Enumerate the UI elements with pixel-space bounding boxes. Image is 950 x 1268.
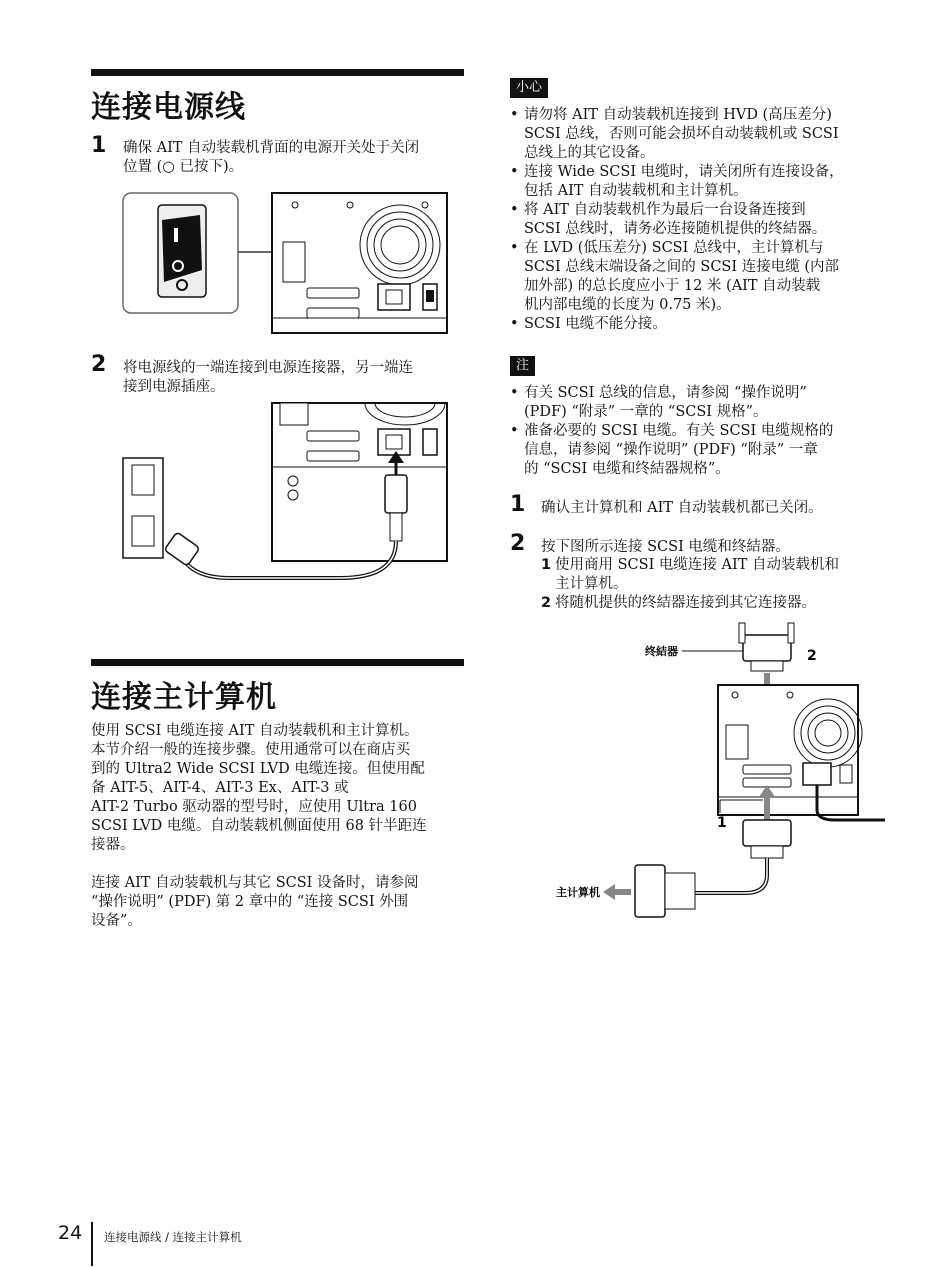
step-number: 2 bbox=[91, 352, 107, 377]
scsi-connection-diagram bbox=[545, 615, 885, 935]
list-item: • 连接 Wide SCSI 电缆时，请关闭所有连接设备， 包括 AIT 自动装载机和主计算机。 bbox=[510, 163, 890, 201]
scsi-cable-connector-icon bbox=[743, 820, 791, 858]
power-switch-diagram bbox=[120, 190, 450, 335]
section-rule-power bbox=[91, 69, 464, 76]
list-item: • 请勿将 AIT 自动装载机连接到 HVD (高压差分) SCSI 总线，否则可能会损坏自动装载机或 SCSI 总线上的其它设备。 bbox=[510, 106, 890, 163]
callout-1: 1 bbox=[717, 815, 727, 831]
substep bbox=[541, 594, 901, 613]
step-text: 确保 AIT 自动装载机背面的电源开关处于关闭 位置 (○ 已按下)。 bbox=[123, 140, 420, 175]
wall-outlet-icon bbox=[123, 458, 163, 558]
callout-2: 2 bbox=[807, 648, 817, 664]
terminator-icon bbox=[739, 623, 794, 671]
section-paragraph: 使用 SCSI 电缆连接 AIT 自动装载机和主计算机。 本节介绍一般的连接步骤。使用通常可以在商店买 到的 Ultra2 Wide SCSI LVD 电缆连接。但使用配 备 AIT-5、AIT-4、AIT-3 Ex、AIT-3 或 AIT-2 Turbo 驱动器的型号时，应使用 Ultra 160 SCSI LVD 电缆。自动装载机侧面使用 68 针半距连 接器。 bbox=[91, 723, 427, 853]
list-item: • 将 AIT 自动装载机作为最后一台设备连接到 SCSI 总线时，请务必连接随机提供的终結器。 bbox=[510, 201, 890, 239]
step-text: 将电源线的一端连接到电源连接器，另一端连 接到电源插座。 bbox=[123, 360, 413, 395]
autoloader-rear-panel bbox=[272, 193, 447, 333]
note-badge: 注 bbox=[510, 356, 535, 376]
power-switch-icon bbox=[158, 205, 206, 297]
host-connector-icon bbox=[635, 865, 695, 917]
step-text: 按下图所示连接 SCSI 电缆和终結器。 bbox=[541, 539, 790, 555]
arrow-left-icon bbox=[603, 884, 631, 900]
note-list bbox=[510, 384, 890, 479]
page-number: 24 bbox=[58, 1222, 83, 1244]
section-title-power: 连接电源线 bbox=[91, 90, 246, 125]
wall-plug-icon bbox=[164, 532, 200, 566]
substep-text: 将随机提供的终結器连接到其它连接器。 bbox=[555, 595, 816, 611]
terminator-label: 终結器 bbox=[645, 645, 678, 658]
substep-number: 1 bbox=[541, 557, 552, 573]
list-item: • 有关 SCSI 总线的信息，请参阅 “操作说明” (PDF) “附录” 一章的 “SCSI 规格”。 bbox=[510, 384, 890, 422]
section-rule-host bbox=[91, 659, 464, 666]
substep-text: 使用商用 SCSI 电缆连接 AIT 自动装载机和 主计算机。 bbox=[555, 557, 839, 592]
step-number: 1 bbox=[91, 133, 107, 158]
host-label: 主计算机 bbox=[556, 886, 600, 899]
substep bbox=[541, 556, 901, 594]
footer-section-title: 连接电源线 / 连接主计算机 bbox=[104, 1230, 242, 1244]
substep-number: 2 bbox=[541, 595, 552, 611]
step-text: 确认主计算机和 AIT 自动装载机都已关闭。 bbox=[541, 500, 823, 516]
caution-list bbox=[510, 106, 890, 334]
caution-badge: 小心 bbox=[510, 78, 548, 98]
section-paragraph: 连接 AIT 自动装载机与其它 SCSI 设备时，请参阅 “操作说明” (PDF) 第 2 章中的 “连接 SCSI 外围 设备”。 bbox=[91, 875, 419, 929]
autoloader-rear-panel bbox=[718, 685, 862, 815]
step-number: 2 bbox=[510, 531, 526, 556]
list-item: • SCSI 电缆不能分接。 bbox=[510, 315, 890, 334]
step-number: 1 bbox=[510, 492, 526, 517]
power-cord-diagram bbox=[120, 403, 450, 593]
list-item: • 在 LVD (低压差分) SCSI 总线中，主计算机与 SCSI 总线末端设备之间的 SCSI 连接电缆 (内部 加外部) 的总长度应小于 12 米 (AIT 自动装载 机内部电缆的长度为 0.75 米)。 bbox=[510, 239, 890, 315]
footer-divider bbox=[91, 1222, 93, 1266]
list-item: • 准备必要的 SCSI 电缆。有关 SCSI 电缆规格的 信息，请参阅 “操作说明” (PDF) “附录” 一章 的 “SCSI 电缆和终結器规格”。 bbox=[510, 422, 890, 479]
section-title-host: 连接主计算机 bbox=[91, 680, 277, 715]
autoloader-rear-panel bbox=[272, 403, 447, 561]
